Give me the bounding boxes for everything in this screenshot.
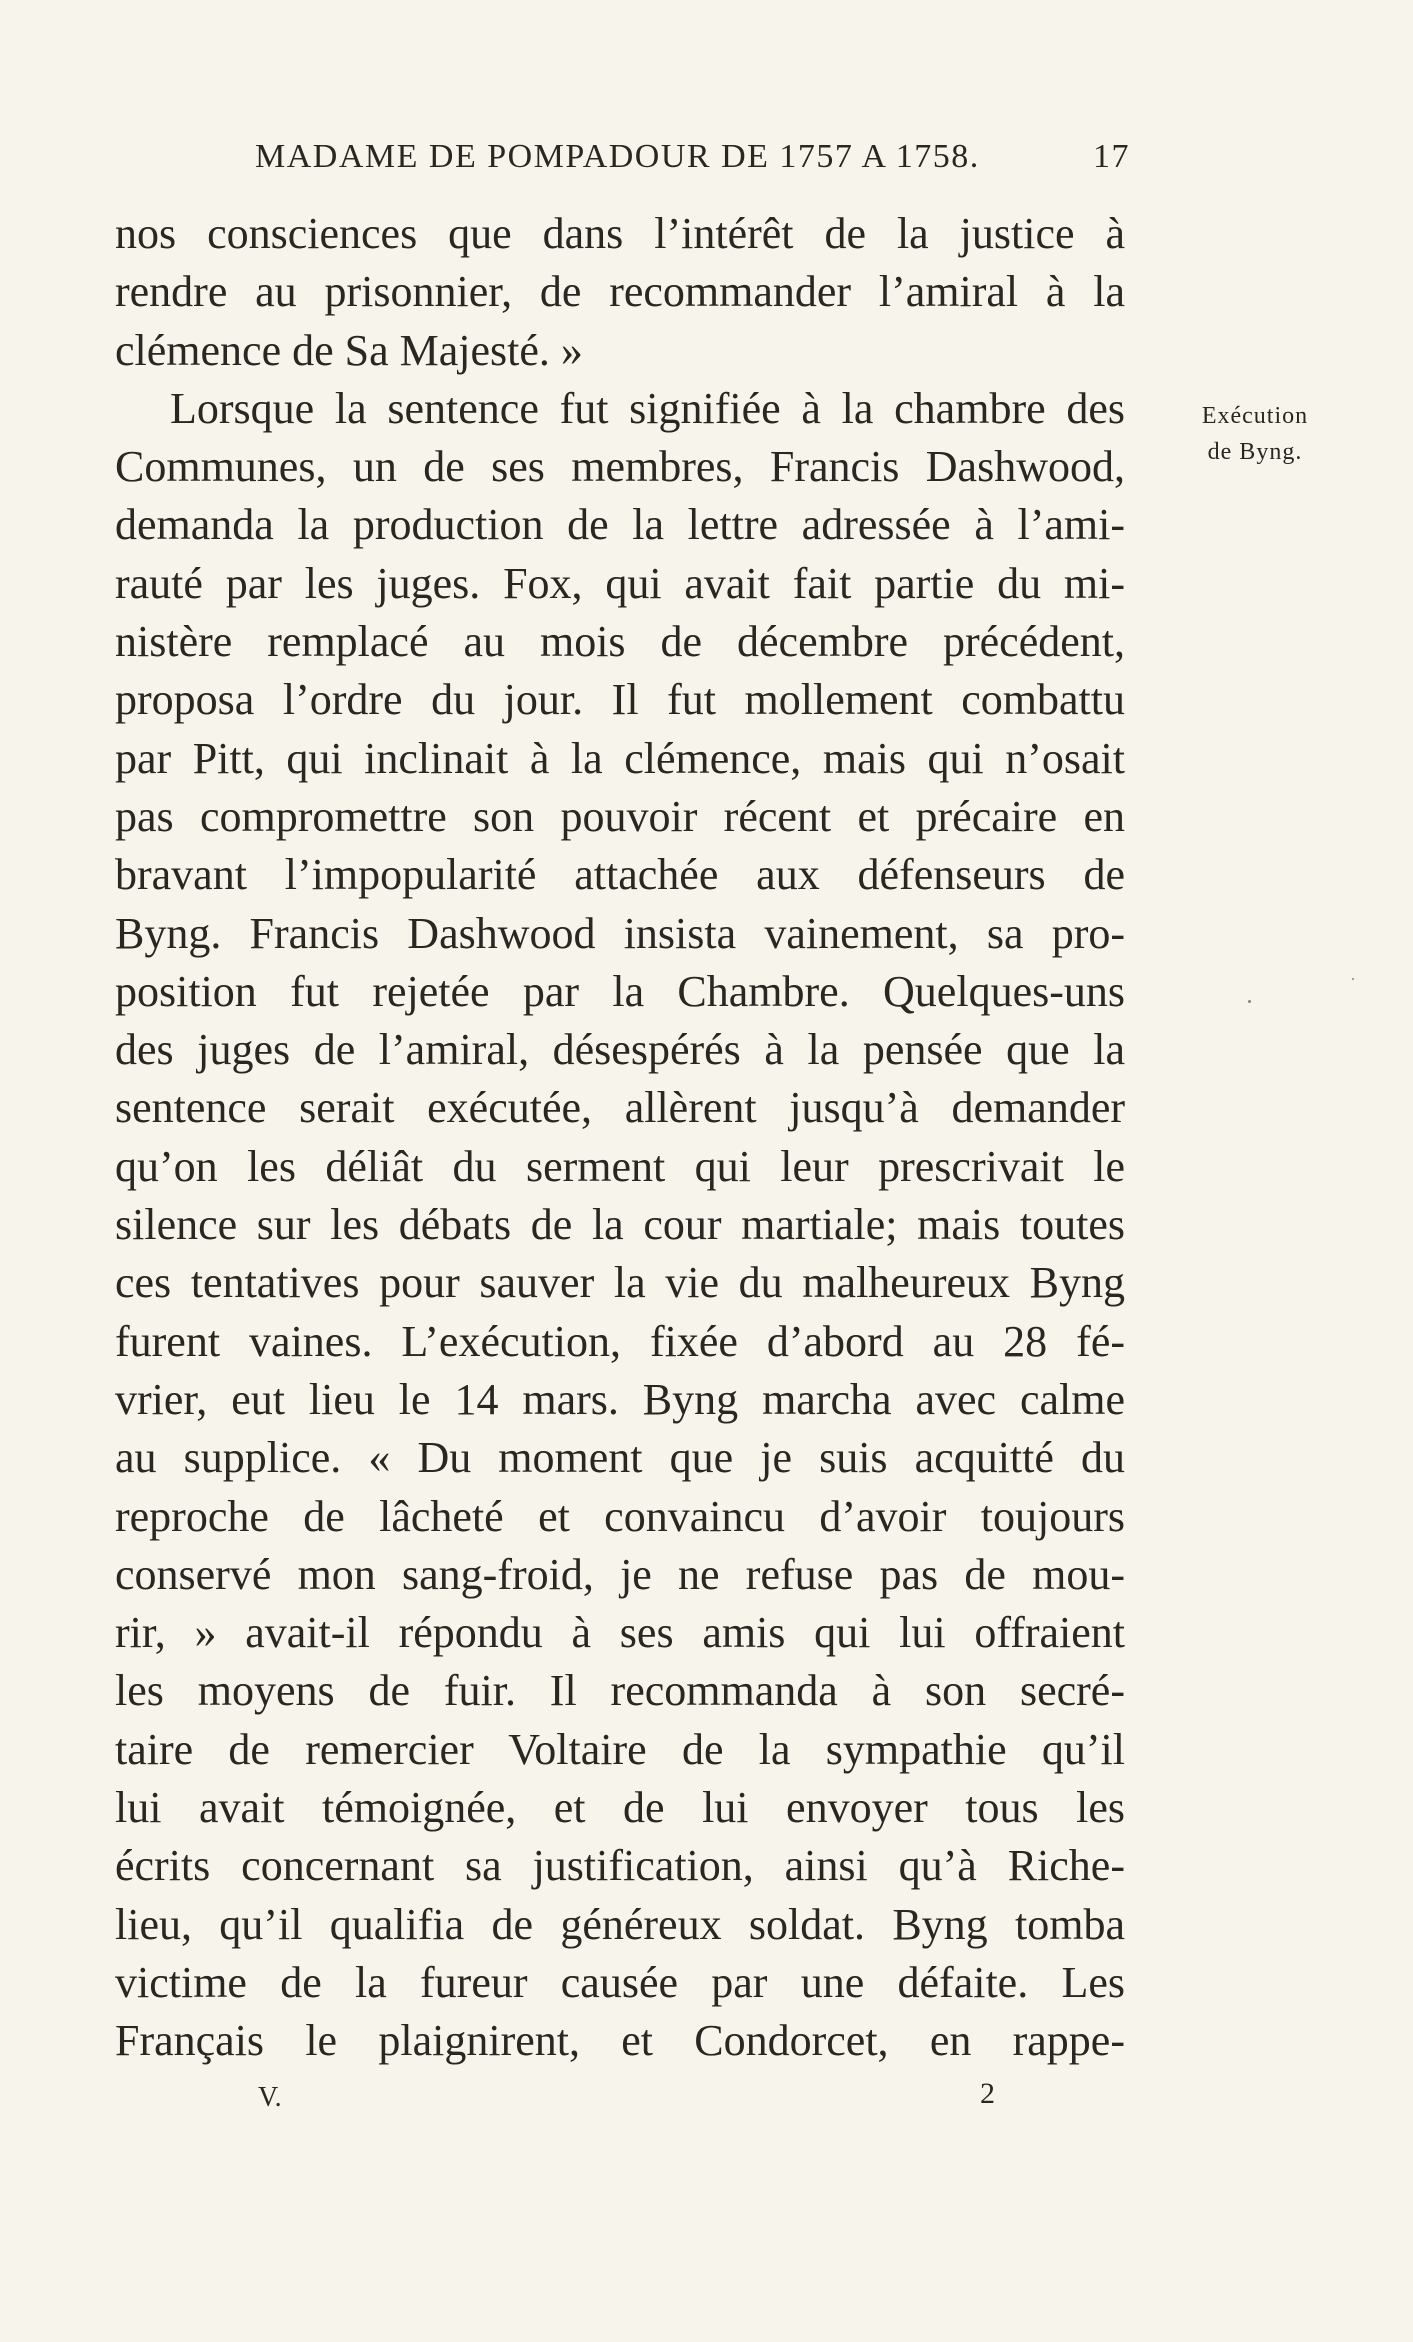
text-line: conservé mon sang-froid, je ne refuse pas de mou- — [115, 1549, 1125, 1599]
text-line: vrier, eut lieu le 14 mars. Byng marcha avec calme — [115, 1374, 1125, 1424]
text-line: lieu, qu’il qualifia de généreux soldat. Byng tomba — [115, 1899, 1125, 1949]
text-line: ces tentatives pour sauver la vie du malheureux Byng — [115, 1258, 1125, 1308]
text-line: écrits concernant sa justification, ainsi qu’à Riche- — [115, 1841, 1125, 1891]
text-line: reproche de lâcheté et convaincu d’avoir toujours — [115, 1491, 1125, 1541]
text-line: Français le plaignirent, et Condorcet, en rappe- — [115, 2016, 1125, 2066]
marginal-note-line: de Byng. — [1207, 439, 1303, 465]
text-line: clémence de Sa Majesté. » — [115, 325, 583, 375]
text-line: Lorsque la sentence fut signifiée à la chambre des — [170, 383, 1125, 433]
text-line: lui avait témoignée, et de lui envoyer tous les — [115, 1783, 1125, 1833]
paper-speck — [1352, 978, 1354, 980]
text-line: nistère remplacé au mois de décembre précédent, — [115, 617, 1125, 667]
text-line: nos consciences que dans l’intérêt de la justice à — [115, 209, 1125, 258]
text-line: demanda la production de la lettre adressée à l’ami- — [115, 500, 1125, 550]
page-number: 17 — [1093, 138, 1130, 175]
text-line: pas compromettre son pouvoir récent et précaire en — [115, 791, 1125, 841]
sheet-number: 2 — [980, 2077, 995, 2110]
marginal-note — [1170, 398, 1340, 470]
text-line: proposa l’ordre du jour. Il fut mollement combattu — [115, 675, 1125, 725]
signature-mark: V. — [258, 2082, 282, 2113]
text-line: par Pitt, qui inclinait à la clémence, mais qui n’osait — [115, 733, 1125, 783]
text-line: au supplice. « Du moment que je suis acquitté du — [115, 1433, 1125, 1483]
body-text — [115, 205, 1125, 2071]
text-line: rir, » avait-il répondu à ses amis qui lui offraient — [115, 1608, 1125, 1658]
marginal-note-line: Exécution — [1201, 403, 1309, 429]
text-line: bravant l’impopularité attachée aux défenseurs de — [115, 850, 1125, 900]
running-head — [255, 138, 1130, 188]
text-line: les moyens de fuir. Il recommanda à son secré- — [115, 1666, 1125, 1716]
text-line: qu’on les déliât du serment qui leur prescrivait le — [115, 1141, 1125, 1191]
text-line: rendre au prisonnier, de recommander l’amiral à la — [115, 267, 1125, 317]
text-line: position fut rejetée par la Chambre. Quelques-uns — [115, 966, 1125, 1016]
text-line: Communes, un de ses membres, Francis Dashwood, — [115, 442, 1125, 492]
text-line: silence sur les débats de la cour martiale; mais toutes — [115, 1200, 1125, 1250]
paper-speck — [1248, 1000, 1251, 1003]
text-line: sentence serait exécutée, allèrent jusqu’à demander — [115, 1083, 1125, 1133]
text-line: victime de la fureur causée par une défaite. Les — [115, 1957, 1125, 2007]
text-line: rauté par les juges. Fox, qui avait fait partie du mi- — [115, 558, 1125, 608]
text-line: furent vaines. L’exécution, fixée d’abord au 28 fé- — [115, 1316, 1125, 1366]
text-line: des juges de l’amiral, désespérés à la pensée que la — [115, 1025, 1125, 1075]
text-line: taire de remercier Voltaire de la sympathie qu’il — [115, 1724, 1125, 1774]
running-title: MADAME DE POMPADOUR DE 1757 A 1758. — [255, 138, 980, 175]
text-line: Byng. Francis Dashwood insista vainement, sa pro- — [115, 908, 1125, 958]
